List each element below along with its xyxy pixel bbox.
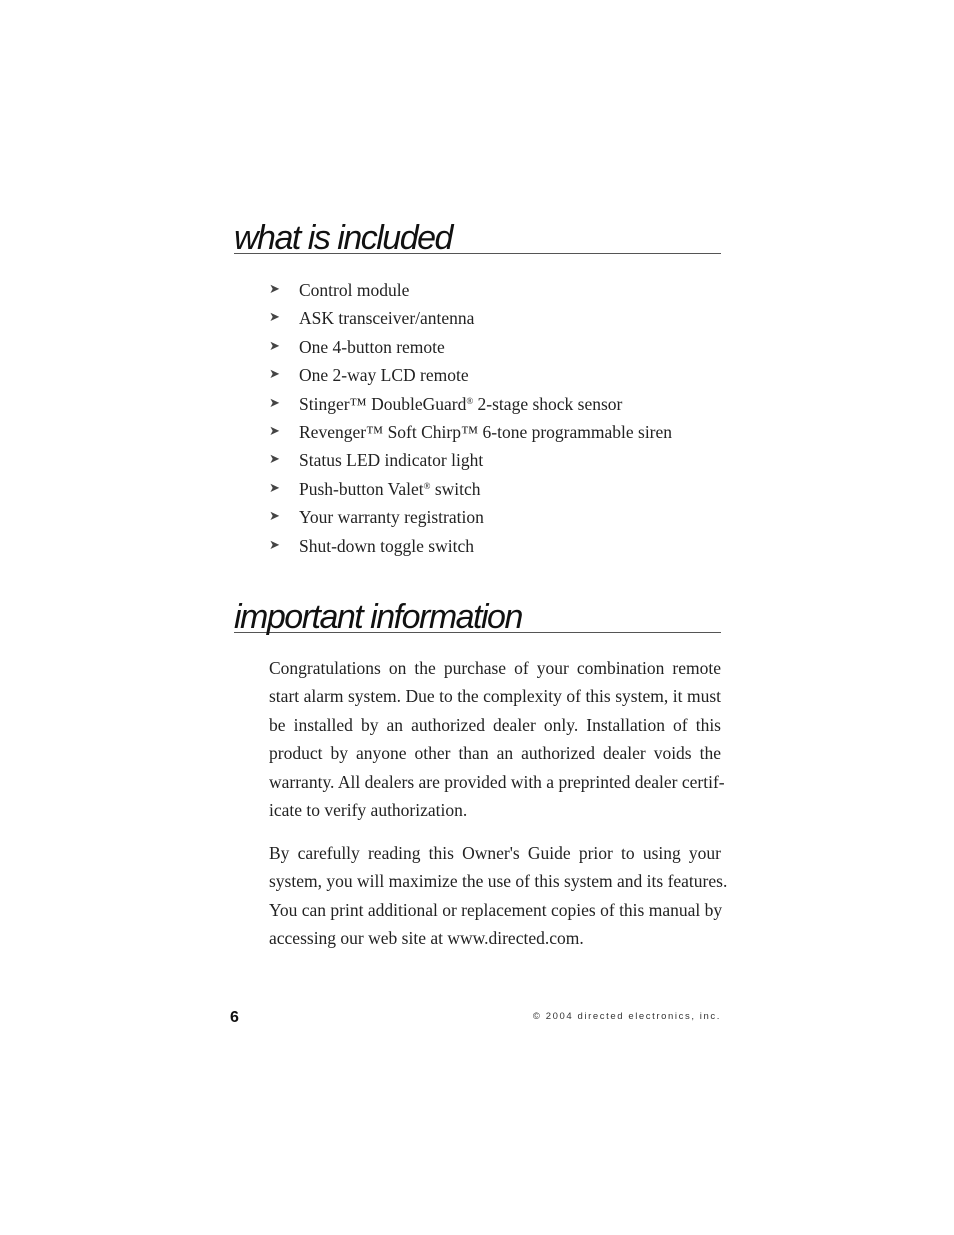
paragraph-congratulations	[269, 654, 725, 824]
section-heading-important-information	[234, 598, 721, 636]
registered-mark: ®	[466, 395, 474, 406]
list-item-text-tail: switch	[430, 478, 481, 499]
list-item-text: Status LED indicator light	[299, 450, 484, 471]
paragraph-line: product by anyone other than an authorized dealer voids the	[269, 743, 721, 764]
list-item	[269, 361, 672, 389]
paragraph-line: be installed by an authorized dealer only. Installation of this	[269, 714, 721, 735]
included-items-list	[269, 276, 672, 560]
list-item-text: ASK transceiver/antenna	[299, 308, 475, 329]
list-item-text: Your warranty registration	[299, 507, 484, 528]
list-item	[269, 304, 672, 332]
list-item-text: Stinger™ DoubleGuard	[299, 393, 467, 414]
arrow-bullet-icon: ➤	[269, 310, 280, 326]
copyright-notice: © 2004 directed electronics, inc.	[532, 1011, 721, 1022]
list-item	[269, 390, 672, 418]
paragraph-line: By carefully reading this Owner's Guide prior to using your	[269, 843, 721, 863]
arrow-bullet-icon: ➤	[269, 480, 280, 496]
arrow-bullet-icon: ➤	[269, 452, 280, 468]
list-item-text: One 2-way LCD remote	[299, 365, 469, 386]
arrow-bullet-icon: ➤	[269, 509, 280, 525]
paragraph-owners-guide	[269, 839, 728, 953]
list-item-text: Push-button Valet	[299, 478, 424, 499]
arrow-bullet-icon: ➤	[269, 282, 280, 297]
paragraph-line: system, you will maximize the use of this system and its features.	[269, 871, 728, 892]
page-number: 6	[230, 1009, 239, 1026]
list-item	[269, 333, 672, 361]
list-item-text: Control module	[299, 280, 410, 300]
section-heading-what-is-included	[234, 219, 721, 257]
list-item	[269, 418, 672, 446]
list-item	[269, 532, 672, 560]
heading-title: what is included	[234, 219, 452, 257]
arrow-bullet-icon: ➤	[269, 537, 280, 553]
list-item-text: One 4-button remote	[299, 336, 445, 357]
list-item	[269, 503, 672, 531]
paragraph-line: accessing our web site at www.directed.com.	[269, 928, 584, 949]
arrow-bullet-icon: ➤	[269, 367, 280, 383]
list-item-text: Shut-down toggle switch	[299, 535, 474, 556]
registered-mark: ®	[423, 480, 431, 491]
paragraph-line: warranty. All dealers are provided with a preprinted dealer certif-	[269, 771, 725, 792]
list-item-text: Revenger™ Soft Chirp™ 6-tone programmable siren	[299, 421, 673, 442]
paragraph-line: icate to verify authorization.	[269, 799, 468, 820]
arrow-bullet-icon: ➤	[269, 338, 280, 354]
list-item	[269, 446, 672, 474]
heading-title: important information	[234, 598, 522, 636]
list-item-text-tail: 2-stage shock sensor	[473, 393, 623, 414]
paragraph-line: Congratulations on the purchase of your combination remote	[269, 658, 721, 678]
arrow-bullet-icon: ➤	[269, 395, 280, 411]
list-item	[269, 475, 672, 503]
paragraph-line: You can print additional or replacement copies of this manual by	[269, 899, 723, 920]
arrow-bullet-icon: ➤	[269, 423, 280, 439]
list-item	[269, 276, 672, 304]
paragraph-line: start alarm system. Due to the complexity of this system, it must	[269, 686, 721, 707]
